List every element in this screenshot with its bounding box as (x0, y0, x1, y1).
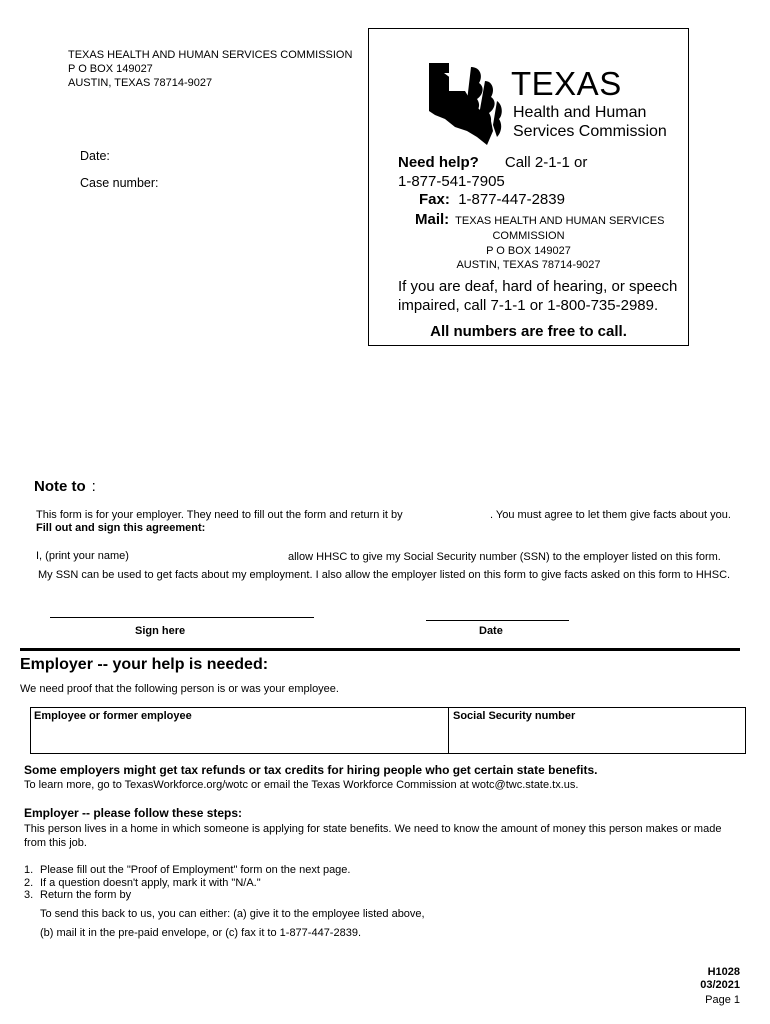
send-options-line-2: (b) mail it in the pre-paid envelope, or (c) fax it to 1-877-447-2839. (40, 927, 361, 939)
signature-line[interactable] (50, 617, 314, 618)
address-line-2: P O BOX 149027 (68, 63, 153, 75)
date-under-label: Date (479, 625, 503, 637)
print-name-label: I, (print your name) (36, 550, 129, 562)
agency-address (68, 48, 352, 90)
logo-title: TEXAS (511, 65, 622, 102)
help-phone: 1-877-541-7905 (398, 173, 505, 190)
need-help-label: Need help? (398, 154, 479, 171)
mail-line (415, 211, 664, 228)
step-item (24, 889, 350, 902)
tax-credit-heading: Some employers might get tax refunds or tax credits for hiring people who get certain state benefits. (24, 763, 598, 777)
sign-here-label: Sign here (135, 625, 186, 637)
page-number: Page 1 (705, 994, 740, 1006)
step-number: 1. (24, 864, 34, 876)
deaf-info-line-2: impaired, call 7-1-1 or 1-800-735-2989. (398, 297, 659, 314)
steps-heading: Employer -- please follow these steps: (24, 806, 243, 820)
allow-ssn-text: allow HHSC to give my Social Security number (SSN) to the employer listed on this form. (288, 551, 721, 563)
step-text: If a question doesn't apply, mark it with "N/A." (40, 876, 261, 889)
ssn-header: Social Security number (453, 710, 576, 722)
step-text: Please fill out the "Proof of Employment" form on the next page. (40, 864, 351, 876)
mail-address-line-1: TEXAS HEALTH AND HUMAN SERVICES (455, 215, 665, 227)
need-help-line (398, 154, 587, 171)
address-line-3: AUSTIN, TEXAS 78714-9027 (68, 77, 213, 89)
section-divider (20, 648, 740, 651)
texas-state-logo-icon (427, 61, 505, 146)
note-to-colon: : (91, 478, 96, 495)
deaf-info (398, 277, 677, 315)
form-revision-date: 03/2021 (700, 979, 740, 991)
note-to-heading (34, 478, 96, 495)
note-to-label: Note to (34, 478, 86, 495)
logo-subtitle-line-2: Services Commission (513, 123, 667, 140)
deaf-info-line-1: If you are deaf, hard of hearing, or speech (398, 278, 678, 295)
employee-name-cell[interactable] (31, 708, 449, 753)
step-number: 2. (24, 876, 34, 889)
situation-text: This person lives in a home in which someone is applying for state benefits. We need to know the amount of money this person makes or made from this job. (24, 823, 722, 849)
free-to-call: All numbers are free to call. (430, 323, 627, 340)
step-text: Return the form by (40, 889, 132, 901)
address-line-1: TEXAS HEALTH AND HUMAN SERVICES COMMISSION (68, 49, 353, 61)
mail-address (369, 229, 688, 273)
send-options-line-1: To send this back to us, you can either: (a) give it to the employee listed above, (40, 908, 425, 920)
signature-date-line[interactable] (426, 620, 569, 621)
fax-line (419, 191, 565, 208)
employer-heading: Employer -- your help is needed: (20, 656, 269, 673)
step-item (24, 864, 350, 877)
step-number: 3. (24, 889, 34, 901)
case-number-label: Case number: (80, 176, 159, 190)
fill-sign-instruction: Fill out and sign this agreement: (36, 522, 206, 534)
form-number: H1028 (707, 966, 740, 978)
hhsc-logo (427, 61, 677, 146)
logo-subtitle-line-1: Health and Human (513, 104, 647, 121)
help-box (368, 28, 689, 346)
steps-list (24, 864, 350, 902)
learn-more-text: To learn more, go to TexasWorkforce.org/wotc or email the Texas Workforce Commission at wotc@twc.state.tx.us. (24, 779, 579, 791)
employee-name-header: Employee or former employee (34, 710, 192, 722)
call-text: Call 2-1-1 or (504, 154, 588, 171)
proof-request-text: We need proof that the following person is or was your employee. (20, 683, 339, 695)
employee-info-table (30, 707, 746, 754)
step-item (24, 877, 350, 890)
fax-number: 1-877-447-2839 (458, 191, 565, 208)
must-agree-text: . You must agree to let them give facts about you. (490, 509, 731, 521)
mail-address-line-3: P O BOX 149027 (486, 244, 571, 257)
mail-label: Mail: (415, 211, 450, 228)
mail-address-line-2: COMMISSION (492, 230, 565, 242)
mail-address-line-4: AUSTIN, TEXAS 78714-9027 (456, 259, 601, 271)
form-purpose-text: This form is for your employer. They need to fill out the form and return it by (36, 509, 403, 521)
date-label: Date: (80, 149, 110, 163)
ssn-usage-text: My SSN can be used to get facts about my employment. I also allow the employer listed on this form to give facts asked on this form to HHSC. (38, 569, 731, 581)
fax-label: Fax: (419, 191, 450, 208)
